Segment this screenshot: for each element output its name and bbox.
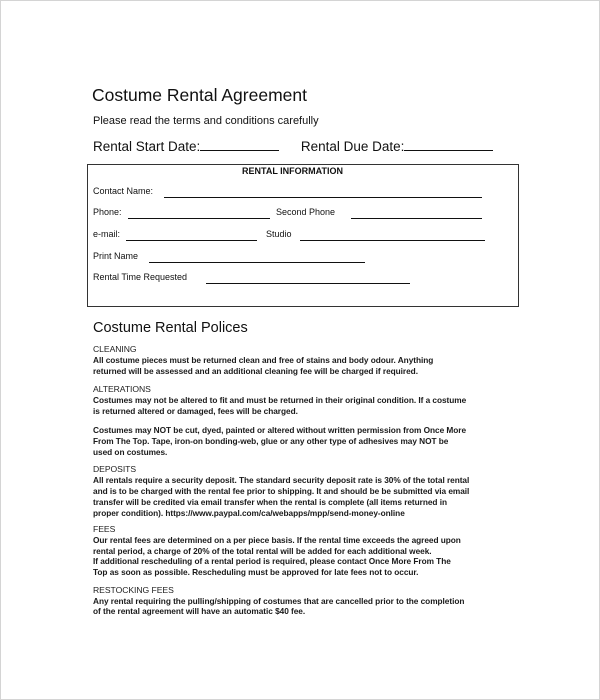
policy-line: Top as soon as possible. Rescheduling must be approved for late fees not to occur. [93, 567, 419, 577]
contact-name-label: Contact Name: [93, 186, 154, 196]
policy-line: of the rental agreement will have an automatic $40 fee. [93, 606, 306, 616]
policy-line: All rentals require a security deposit. The standard security deposit rate is 30% of the total rental [93, 475, 470, 485]
deposits-heading: DEPOSITS [93, 464, 137, 474]
document-subtitle: Please read the terms and conditions carefully [93, 115, 319, 127]
policy-line: Our rental fees are determined on a per piece basis. If the rental time exceeds the agreed upon [93, 535, 461, 545]
studio-label: Studio [266, 229, 292, 239]
policy-line: Costumes may not be altered to fit and must be returned in their original condition. If a costume [93, 395, 467, 405]
rental-dates [93, 138, 493, 154]
restocking-heading: RESTOCKING FEES [93, 585, 174, 595]
email-label: e-mail: [93, 229, 121, 239]
policy-line: used on costumes. [93, 447, 168, 457]
policies-heading: Costume Rental Polices [93, 320, 248, 336]
fees-heading: FEES [93, 524, 116, 534]
cleaning-heading: CLEANING [93, 344, 137, 354]
second-phone-label: Second Phone [276, 207, 336, 217]
rental-time-field[interactable] [206, 283, 410, 284]
policy-line: If additional rescheduling of a rental period is required, please contact Once More From The [93, 556, 451, 566]
print-name-field[interactable] [149, 262, 365, 263]
rental-due-label: Rental Due Date: [300, 139, 405, 154]
alterations-heading: ALTERATIONS [93, 384, 151, 394]
document-title: Costume Rental Agreement [92, 85, 307, 105]
rental-due-field[interactable] [404, 138, 493, 151]
policy-line: Any rental requiring the pulling/shipping of costumes that are cancelled prior to the completion [93, 596, 465, 606]
print-name-label: Print Name [93, 251, 139, 261]
policy-line: transfer will be credited via email transfer when the rental is complete (all items returned in [93, 497, 447, 507]
rental-start-label: Rental Start Date: [93, 139, 201, 154]
policy-line: returned will be assessed and an additional cleaning fee will be charged if required. [93, 366, 418, 376]
phone-label: Phone: [93, 207, 122, 217]
policy-line: From The Top. Tape, iron-on bonding-web, glue or any other type of adhesives may NOT be [93, 436, 449, 446]
rental-start-field[interactable] [200, 138, 279, 151]
studio-field[interactable] [300, 240, 485, 241]
email-field[interactable] [126, 240, 257, 241]
policy-line: All costume pieces must be returned clean and free of stains and body odour. Anything [93, 355, 434, 365]
policy-line: Costumes may NOT be cut, dyed, painted or altered without written permission from Once More [93, 425, 467, 435]
phone-field[interactable] [128, 218, 270, 219]
rental-time-label: Rental Time Requested [93, 272, 188, 282]
paypal-link[interactable]: proper condition). https://www.paypal.com/ca/webapps/mpp/send-money-online [93, 508, 405, 518]
rental-information-heading: RENTAL INFORMATION [242, 166, 343, 176]
contact-name-field[interactable] [164, 197, 482, 198]
policy-line: rental period, a charge of 20% of the total rental will be added for each additional week. [93, 546, 432, 556]
policy-line: and is to be charged with the rental fee prior to shipping. It and should be be submitted via email [93, 486, 470, 496]
policy-line: is returned altered or damaged, fees will be charged. [93, 406, 298, 416]
second-phone-field[interactable] [351, 218, 482, 219]
